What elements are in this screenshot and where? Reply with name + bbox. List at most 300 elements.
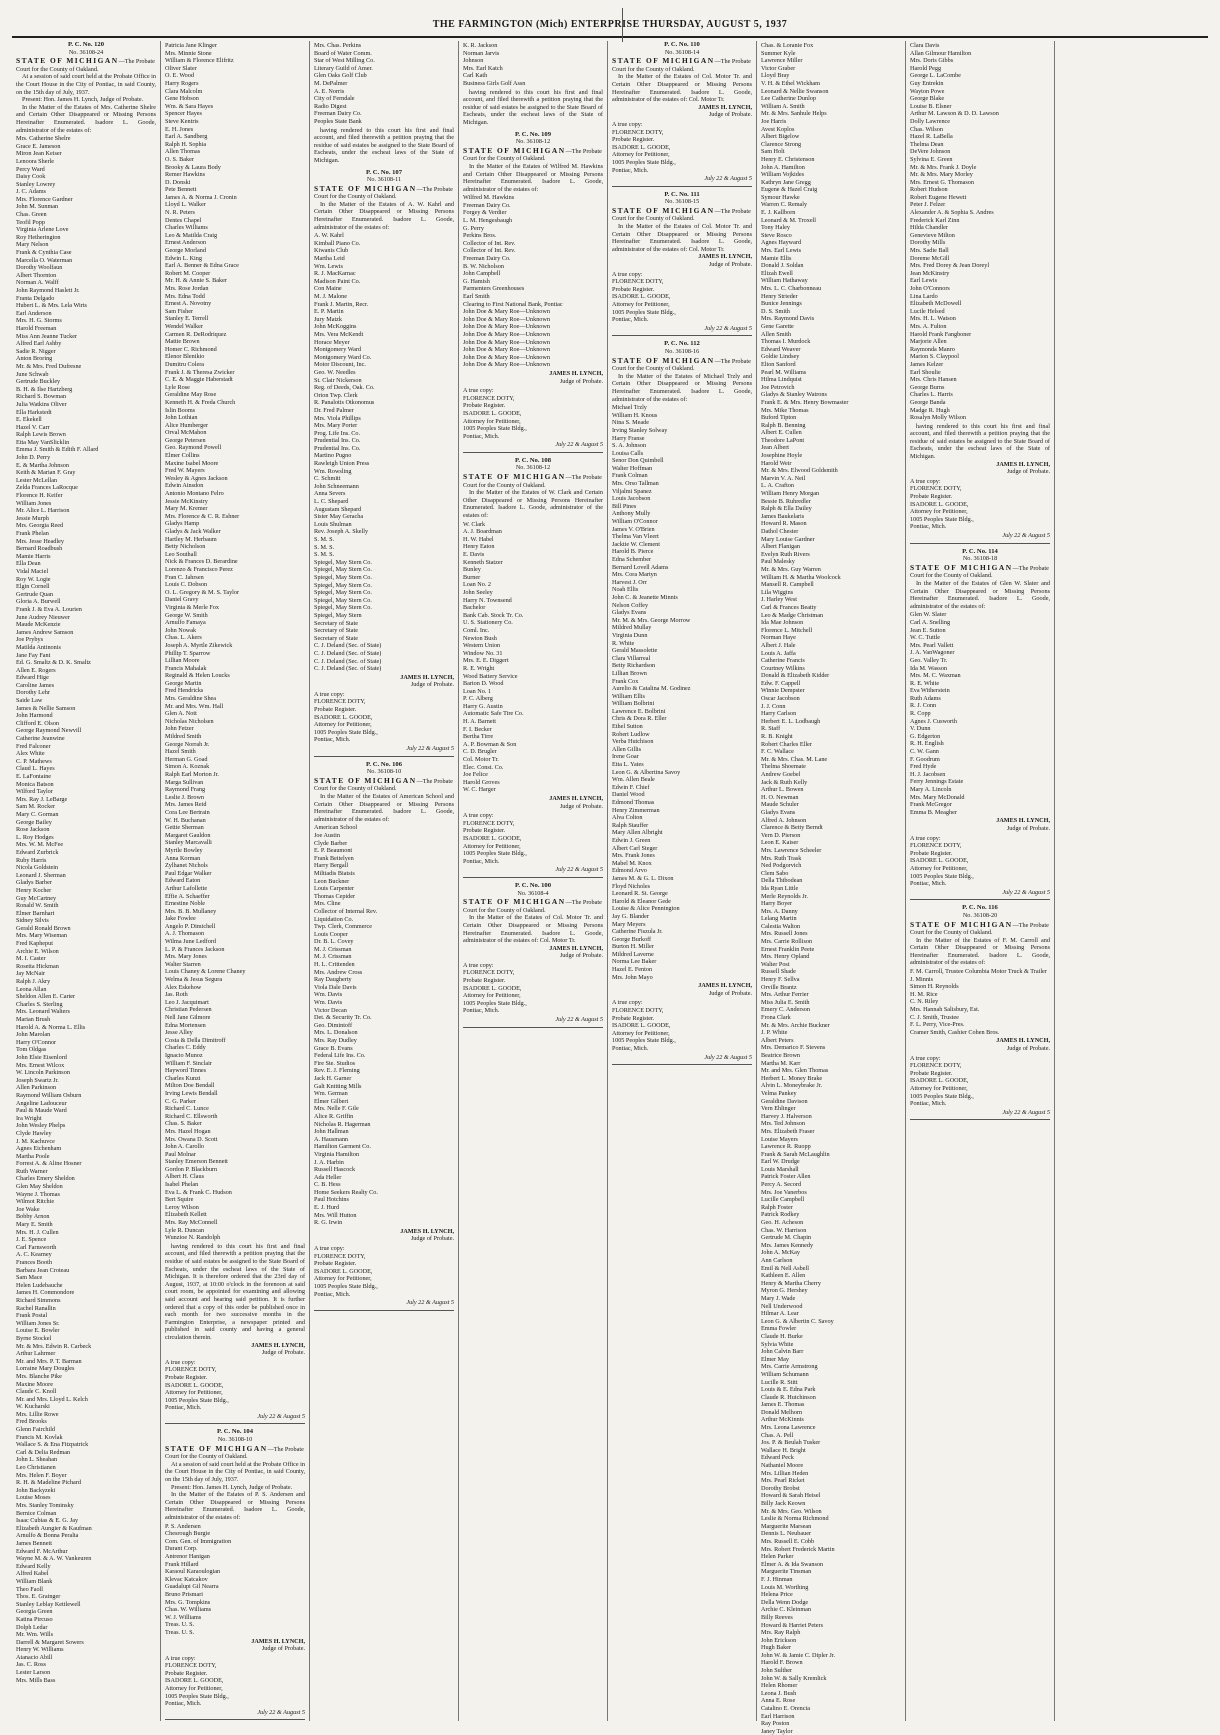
estate-name: Gettie Sherman	[165, 824, 204, 832]
estate-name: Mrs. Russell E. Cobb	[761, 1537, 815, 1545]
estate-name: Mrs. L. C. Charbonneau	[761, 285, 822, 292]
judge-name: JAMES H. LYNCH,	[698, 103, 752, 111]
estate-name: Stanley Leblay Kettlewell	[16, 1600, 81, 1608]
estate-name: Wilford Taylor	[16, 788, 53, 796]
estate-name: Mrs. L. Donalson	[314, 1029, 358, 1037]
estate-name: C. J. Smith, Trustee	[910, 1013, 959, 1021]
estate-name: Mrs. Viola Phillips	[314, 414, 361, 422]
estate-name: Mrs. Georgia Reed	[16, 522, 64, 530]
estate-name: Frank Phelan	[16, 530, 49, 537]
attorney-address: 1005 Peoples State Bldg.,	[463, 425, 527, 433]
estate-name: Mr. and Mrs. Wm. Hall	[165, 702, 224, 710]
estate-name: Mary A. Lincoln	[910, 786, 952, 793]
estate-name: Mr. & Mrs. Mary Morley	[910, 171, 973, 179]
estate-name: William F. Sinclair	[165, 1059, 212, 1067]
attorney-address: 1005 Peoples State Bldg.,	[165, 1396, 229, 1404]
estate-name: Emil & Nell Asbell	[761, 1264, 809, 1272]
estate-name: Sheldon Allen E. Carter	[16, 993, 76, 1001]
attorney-city: Pontiac, Mich.	[612, 316, 649, 324]
estate-name: J. J. Conn	[761, 702, 786, 710]
probate-notice	[165, 42, 305, 1424]
estate-name: Velma Pankey	[761, 1089, 797, 1097]
fold-mark	[622, 8, 623, 42]
estate-name: Tom Oldgas	[16, 1046, 47, 1054]
notice-divider	[612, 1064, 752, 1065]
estate-name: Twp. Clerk, Commerce	[314, 923, 372, 931]
estate-name: Emma Fowler	[761, 1325, 797, 1333]
estate-name: Sam Fisher	[165, 307, 194, 315]
session-text: At a session of said court held at the Probate Office in the Court House in the City of Pontiac, in said County, on the 15th day of July, 1937.	[165, 1460, 305, 1484]
estate-name: Mrs. Ruth Trask	[761, 854, 802, 862]
estate-name: Mrs. Mike Thomas	[761, 406, 809, 414]
estate-name: Allen Parkinson	[16, 1084, 57, 1092]
estate-name: Harry O'Connor	[16, 1038, 57, 1046]
judge-name: JAMES H. LYNCH,	[400, 1227, 454, 1235]
estate-name: J. P. White	[761, 1029, 788, 1037]
estate-name: Mrs. Owana D. Scott	[165, 1135, 218, 1143]
publication-dates: July 22 & August 5	[406, 1299, 454, 1307]
true-copy-label: A true copy:	[165, 1654, 196, 1662]
estate-name: G. Hamish	[463, 277, 490, 285]
estate-name: Howard & Sarah Heisel	[761, 1492, 821, 1500]
attorney-title: Attorney for Petitioner,	[463, 417, 521, 425]
estate-name: Ralph B. Benning	[761, 421, 806, 429]
estate-name: Mrs. Catherine Shelre	[16, 135, 71, 143]
estate-name: Vidal Maciel	[16, 567, 49, 575]
estate-name: Allen Smith	[761, 330, 792, 338]
estate-name: D. S. Smith	[761, 307, 790, 315]
estate-name: Virginia Arlene Love	[16, 226, 69, 234]
estate-name: Chas. Wilson	[910, 125, 943, 133]
estate-name: W. H. Buchanan	[165, 816, 206, 824]
estate-name: C. D. Brugler	[463, 748, 497, 756]
estate-name: Mr. & Mrs. Fred Dufresne	[16, 362, 82, 370]
estate-name: Mrs. Leonard Walters	[16, 1008, 70, 1016]
estate-name: Mrs. Chas. Perkins	[314, 42, 362, 49]
estate-name: Frank Hillard	[165, 1560, 199, 1568]
estate-name: Mrs. Robert Frederick Martin	[761, 1545, 835, 1553]
estate-name: Elmer May	[761, 1355, 790, 1363]
estate-name: Leon Buckner	[314, 877, 350, 885]
estate-name: James E. Thomas	[761, 1401, 805, 1409]
estate-name: M. J. Malone	[314, 293, 347, 300]
true-copy-label: A true copy:	[165, 1358, 196, 1366]
estate-name: Nell Underwood	[761, 1302, 803, 1310]
estate-name: W. C. Harger	[463, 786, 496, 794]
estate-name: Ernestine Noble	[165, 900, 206, 908]
estate-name: D. Donski	[165, 178, 191, 186]
estate-name: Edna Mortensen	[165, 1021, 206, 1029]
estate-name: Julia Watkins Oliver	[16, 400, 67, 408]
true-copy-block	[165, 1655, 305, 1708]
estate-name: Louis Jacobson	[612, 495, 651, 503]
true-copy-block	[165, 1359, 305, 1412]
estate-name: Mr. and Mrs. P. T. Barman	[16, 1357, 82, 1365]
estate-name: Ann Carlson	[761, 1257, 793, 1264]
estate-name: Dr. B. L. Covey	[314, 938, 354, 946]
attorney-name: ISADORE L. GOODE,	[314, 713, 373, 721]
estate-name: V. H. & Ethel Wickham	[761, 79, 820, 87]
estate-name: William Schumann	[761, 1370, 809, 1378]
estate-name: Thomas I. Murdock	[761, 338, 811, 346]
notice-state-line	[463, 897, 603, 914]
estate-name: W. Lincoln Parkinson	[16, 1069, 70, 1077]
attorney-name: ISADORE L. GOODE,	[612, 143, 671, 151]
estate-name: Charles C. Eddy	[165, 1044, 206, 1052]
estate-name: Treas. U. S.	[165, 1628, 195, 1636]
estate-name: Mrs. Lillian Heden	[761, 1469, 809, 1477]
estate-name: Robert Charles Eller	[761, 740, 812, 748]
estate-name: Dolly Lawrence	[910, 117, 951, 125]
publication-dates: July 22 & August 5	[257, 1412, 305, 1420]
estate-name: Richard C. Ellsworth	[165, 1112, 218, 1120]
probate-notice	[910, 904, 1050, 1120]
estate-name: Henry Strieder	[761, 292, 798, 300]
estate-name: Bunley	[463, 566, 481, 574]
estate-name: Leo Southall	[165, 550, 197, 558]
estate-name: Harold A. & Norma L. Ellis	[16, 1023, 86, 1031]
estate-name: Mrs. Carrie Rollison	[761, 938, 813, 946]
estate-name: Mr. and Mrs. Glen Thomas	[761, 1067, 829, 1075]
estate-name: Henry Kocher	[16, 886, 52, 894]
estate-name: Edward Zurbrick	[16, 848, 59, 856]
notice-state-line	[165, 1444, 305, 1461]
notice-divider	[314, 1310, 454, 1311]
estate-name: Karaoul Karaoulogian	[165, 1568, 221, 1576]
estate-name: Allen Gillis	[612, 745, 642, 753]
estate-name: Chas. W. Williams	[165, 1606, 212, 1614]
estate-name: Spiegel, May Stern Co.	[314, 573, 372, 581]
estate-name: Mrs. Doris Gibbs	[910, 57, 954, 65]
estate-name: Norman A. Walff	[16, 279, 59, 287]
estate-name: Prudential Ins. Co.	[314, 444, 361, 452]
estate-name: Mr. M. & Mrs. George Morrow	[612, 616, 691, 624]
estate-name: Parmenters Greenhouses	[463, 285, 525, 293]
notice-state-line	[314, 184, 454, 201]
court-label: —The Probate Court for the County of Oakland.	[314, 185, 453, 201]
estate-name: Ernest Franklin Peete	[761, 945, 815, 953]
estate-name: Mrs. Russell Jones	[761, 930, 808, 938]
notice-heading: P. C. No. 104	[216, 1428, 254, 1436]
publication-dates: July 22 & August 5	[704, 324, 752, 332]
estate-name: William Jones	[16, 499, 52, 507]
estate-name: John Doe & Mary Roe—Unknown	[463, 338, 550, 346]
estate-name: Mansell R. Campbell	[761, 581, 814, 589]
true-copy-label: A true copy:	[463, 387, 494, 395]
estate-name: Sister May Geracha	[314, 513, 364, 521]
estate-name: Pearl M. Williams	[761, 368, 807, 376]
estate-name: Paul Hotchins	[314, 1196, 349, 1204]
estate-name-list	[910, 611, 1050, 816]
estate-name: P. S. Andersen	[165, 1522, 201, 1530]
estate-name: Lawrence R. Ruopp	[761, 1143, 811, 1151]
estate-name: Henry Eaton	[463, 543, 495, 551]
estate-name: E. P. Beaumont	[314, 847, 353, 855]
estate-name: E. P. Martin	[314, 308, 344, 316]
estate-name: Frank Postal	[16, 1312, 48, 1320]
estate-name: Mary C. Gorman	[16, 810, 59, 818]
estate-name: Robert Hudson	[910, 186, 948, 194]
estate-name: Mrs. Hazel Hogan	[165, 1127, 211, 1135]
estate-name: Mrs. Rose Jordan	[165, 285, 209, 292]
estate-name: Catherine Francis	[761, 657, 805, 665]
estate-name: Mrs. W. M. McFee	[16, 841, 64, 849]
estate-name: Edwin F. Chief	[612, 783, 650, 791]
estate-name: Wesley & Agnes Jackson	[165, 474, 228, 482]
estate-name: Norma Lee Baker	[612, 958, 657, 966]
true-copy-label: A true copy:	[910, 477, 941, 485]
estate-name: Calestia Walton	[761, 922, 801, 930]
estate-name: George Burns	[910, 383, 945, 391]
estate-name: Isaac Cubias & E. G. Jay	[16, 1517, 79, 1525]
estate-name: Mrs. Sadie Ball	[910, 247, 949, 255]
estate-name: Michael Trzly	[612, 404, 647, 412]
estate-name: Lyle R. Duncan	[165, 1226, 205, 1234]
notice-state-line	[910, 563, 1050, 580]
estate-name: George Petersen	[165, 436, 206, 444]
estate-name: Hazel Smith	[165, 748, 196, 756]
estate-name: Miron Jean Keiser	[16, 150, 62, 158]
estate-name: Marion S. Claypool	[910, 353, 959, 361]
estate-name: Mr. & Mrs. Elwood Goldsmith	[761, 467, 838, 475]
estate-name: William Hathaway	[761, 277, 808, 285]
estate-name: Alex White	[16, 750, 45, 758]
estate-name: Senor Don Quimbell	[612, 457, 664, 465]
estate-name: Augustam Shepard	[314, 505, 362, 513]
estate-name: Miss Ann Jeanne Tucker	[16, 332, 78, 340]
estate-name: Claude R. Hutchinson	[761, 1393, 816, 1401]
estate-name: William & Florence Elifritz	[165, 57, 234, 65]
court-label: —The Probate Court for the County of Oakland.	[612, 357, 751, 373]
session-text: At a session of said court held at the Probate Office in the Court House in the City of Pontiac, in said County, on the 15th day of July, 1937.	[16, 73, 156, 96]
estate-name: Hugh Baker	[761, 1644, 792, 1652]
attorney-title: Attorney for Petitioner,	[463, 842, 521, 850]
estate-name-list	[314, 232, 454, 672]
judge-name: JAMES H. LYNCH,	[549, 795, 603, 802]
estate-name: Geo. H. Acheson	[761, 1219, 804, 1227]
estate-name: Allan Gilmour Hamilton	[910, 49, 972, 57]
publication-dates: July 22 & August 5	[704, 1053, 752, 1061]
estate-name: Wendel Walker	[165, 322, 203, 330]
estate-name: Billy Jack Keown	[761, 1500, 806, 1507]
true-copy-label: A true copy:	[612, 270, 643, 278]
notice-heading: P. C. No. 116	[962, 904, 998, 912]
notice-heading: P. C. No. 112	[664, 340, 700, 348]
estate-name: Dorothy Mills	[910, 239, 946, 247]
estate-name: Donald Melhorn	[761, 1408, 803, 1416]
notice-divider	[612, 186, 752, 187]
estate-name: William Vojkides	[761, 171, 805, 179]
estate-name: Donald J. Soldan	[761, 262, 804, 270]
estate-name: Mamie Harris	[16, 552, 51, 560]
attorney-city: Pontiac, Mich.	[165, 1404, 202, 1412]
estate-name: Frances Booth	[16, 1259, 52, 1266]
estate-name: Edwin J. Green	[612, 836, 651, 844]
estate-name: Bessie B. Ruhredler	[761, 497, 811, 505]
estate-name: Wilmot Ritchie	[16, 1198, 55, 1206]
estate-name: Dennis L. Neubauer	[761, 1530, 811, 1538]
estate-name: Leo & Madge Christman	[761, 611, 824, 619]
estate-name: Marga Sullivan	[165, 778, 204, 786]
attorney-name: ISADORE L. GOODE,	[612, 293, 671, 301]
estate-name: Leon G. & Albertina Savoy	[612, 768, 681, 776]
estate-name: George Burkoff	[612, 935, 652, 943]
estate-name: Louise & Alice Pennington	[612, 905, 680, 913]
estate-name: Albert Bigelow	[761, 133, 800, 141]
estate-name: G. Perry	[463, 224, 484, 232]
estate-name: Eva Witherstein	[910, 687, 950, 695]
estate-name: Mrs. M. C. Waxman	[910, 672, 961, 680]
estate-name: Martha Poole	[16, 1152, 50, 1160]
estate-name: Mrs. Joe Vanerbos	[761, 1188, 807, 1196]
estate-name: Hilmar A. Lear	[761, 1310, 799, 1318]
estate-name: Louis & E. Edna Park	[761, 1386, 816, 1394]
estate-name: Clara Villarreal	[612, 654, 651, 662]
estate-name: Mrs. Lawrence Scheeler	[761, 846, 822, 854]
estate-name: Gladys Evans	[612, 609, 647, 617]
estate-name: Peter J. Felzer	[910, 201, 946, 209]
estate-name: Lyle Rose	[165, 383, 190, 391]
column-6	[757, 41, 906, 1735]
register-title: Probate Register.	[910, 1069, 953, 1077]
estate-name: Mrs. Frank Jones	[612, 852, 655, 860]
estate-name: Western Union	[463, 642, 501, 650]
state-label: STATE OF MICHIGAN	[16, 56, 119, 66]
estate-name: John A. Hamilton	[761, 163, 805, 171]
estate-name: John Doe & Mary Roe—Unknown	[463, 308, 550, 316]
estate-name: Percy A. Secord	[761, 1181, 802, 1189]
estate-name: Lenoora Sherle	[16, 157, 54, 165]
estate-name: Henry W. Williams	[16, 1646, 64, 1654]
estate-name: Stanley Marcavalli	[165, 839, 212, 847]
estate-name: John Nowak	[165, 626, 197, 634]
estate-name-list	[165, 1523, 305, 1637]
judge-name: JAMES H. LYNCH,	[251, 1341, 305, 1349]
estate-name: Fred Brooks	[16, 1418, 47, 1426]
publication-dates: July 22 & August 5	[1002, 532, 1050, 539]
estate-name: Business Girls Golf Assn	[463, 79, 526, 87]
estate-name: Henry E. Christenson	[761, 155, 815, 163]
court-label: —The Probate Court for the County of Oakland.	[314, 777, 453, 793]
estate-name: H. W. Habel	[463, 535, 494, 543]
estate-name: Dolph Ledar	[16, 1623, 48, 1631]
estate-name: Edward Peck	[761, 1454, 794, 1462]
estate-name: William Ellis	[612, 692, 645, 700]
estate-name: James A. & Norma J. Cronin	[165, 193, 237, 201]
estate-name-list	[463, 194, 603, 369]
estate-name: Newton Bush	[463, 634, 497, 642]
estate-name: Spiegel, May Stern Co.	[314, 566, 372, 574]
attorney-name: ISADORE L. GOODE,	[314, 1267, 373, 1275]
estate-name: C. B. Hess	[314, 1181, 341, 1189]
estate-name: Sidney Silvis	[16, 917, 49, 925]
estate-name: Gladys & Stanley Watrons	[761, 391, 827, 399]
estate-name: George Morland	[165, 247, 206, 255]
state-label: STATE OF MICHIGAN	[165, 1443, 268, 1453]
attorney-title: Attorney for Petitioner,	[165, 1389, 223, 1397]
estate-name: Wood Battery Service	[463, 672, 518, 680]
register-title: Probate Register.	[910, 849, 953, 857]
judge-signature	[612, 104, 752, 119]
estate-name: Ronald W. Smith	[16, 902, 59, 910]
estate-name: Mr. H. & Annie S. Baker	[165, 277, 227, 285]
estate-name: Spiegel, May Stern Co.	[314, 596, 372, 604]
estate-name: Buford Tipton	[761, 414, 797, 422]
estate-name: Fire Ste. Studios	[314, 1059, 356, 1067]
estate-name: Tony Haley	[761, 224, 790, 232]
estate-name: Leroy Wilson	[165, 1203, 199, 1211]
estate-name: Alex Eskehow	[165, 983, 202, 991]
estate-name: J. Minnis	[910, 975, 934, 983]
state-label: STATE OF MICHIGAN	[463, 897, 566, 907]
estate-name: Automatic Safe Tire Co.	[463, 710, 524, 718]
estate-name: Simon H. Reynolds	[910, 983, 959, 991]
register-name: FLORENCE DOTY,	[910, 485, 962, 493]
attorney-city: Pontiac, Mich.	[612, 166, 649, 174]
estate-name: Genevieve Milton	[910, 231, 955, 239]
estate-name: Ralph Lewis Brown	[16, 431, 66, 439]
estate-name: Elizabeth Kellett	[165, 1211, 207, 1219]
estate-name: Elizah Ewell	[761, 269, 793, 277]
estate-name: Josephine Hoyle	[761, 452, 803, 460]
estate-name: J. A. VanWagoner	[910, 649, 955, 657]
estate-name: Paul Edgar Walker	[165, 869, 212, 877]
estate-name: Mrs. Jesse Headley	[16, 537, 64, 545]
estate-name: Floyd Nicholes	[612, 882, 650, 890]
estate-name: Geo. W. Needles	[314, 368, 356, 376]
state-label: STATE OF MICHIGAN	[910, 562, 1013, 572]
estate-name: Loan No. 2	[463, 581, 492, 589]
estate-name: F. J. Hinman	[761, 1575, 793, 1583]
notice-number: No. 36108-10	[217, 1436, 253, 1444]
estate-name: Leona J. Bush	[761, 1689, 797, 1697]
estate-name: Jesse Alley	[165, 1029, 193, 1037]
estate-name: Stanley Lowrey	[16, 180, 56, 188]
register-name: FLORENCE DOTY,	[314, 1252, 366, 1260]
estate-name: Lester Larson	[16, 1669, 51, 1677]
estate-name: Ruth Warner	[16, 1167, 48, 1175]
estate-name: Jane Fay Fant	[16, 651, 51, 659]
court-label: —The Probate Court for the County of Oakland.	[165, 1445, 304, 1461]
estate-name: Alexander A. & Sophia S. Andres	[910, 209, 994, 217]
estate-name: George Martin	[165, 679, 202, 687]
estate-name: Dumitru Colera	[165, 360, 205, 368]
estate-name: Elizabeth McDowell	[910, 300, 962, 308]
notice-state-line	[463, 472, 603, 489]
estate-name: Johnson	[463, 57, 484, 65]
matter-text: In the Matter of the Estates of Wilfred M. Hawkins and Certain Other Disappeared or Missing Persons Hereinafter Enumerated. Isadore L. Goode, administrator of the estates of:	[463, 162, 603, 193]
estate-name: Jake Fowlee	[165, 915, 196, 923]
estate-name: Grace B. Evans	[314, 1044, 353, 1052]
estate-name: Mrs. Ernest Wilcox	[16, 1061, 65, 1069]
estate-name: Costa & Della Dimitroff	[165, 1036, 226, 1044]
estate-name: June Schwab	[16, 370, 49, 378]
estate-name: Remer Hawkins	[165, 171, 206, 179]
estate-name: Marvin V. A. Neil	[761, 474, 806, 482]
notice-divider	[463, 1027, 603, 1028]
estate-name: Arthur Lafollette	[165, 884, 208, 892]
estate-name: Mildred Smith	[165, 733, 202, 741]
estate-name: Wilfred M. Hawkins	[463, 194, 515, 202]
attorney-address: 1005 Peoples State Bldg.,	[910, 872, 974, 880]
estate-name: Mr. and Mrs. Lloyd L. Kelch	[16, 1395, 88, 1403]
estate-name: Ruby Harris	[16, 856, 47, 864]
estate-name: B. W. Nicholson	[463, 262, 504, 270]
estate-name-list	[16, 135, 156, 1684]
estate-name: Chas. A. Pell	[761, 1431, 794, 1439]
estate-name: Frona Clark	[761, 1014, 791, 1021]
estate-name: Janey Taylor	[761, 1727, 793, 1735]
